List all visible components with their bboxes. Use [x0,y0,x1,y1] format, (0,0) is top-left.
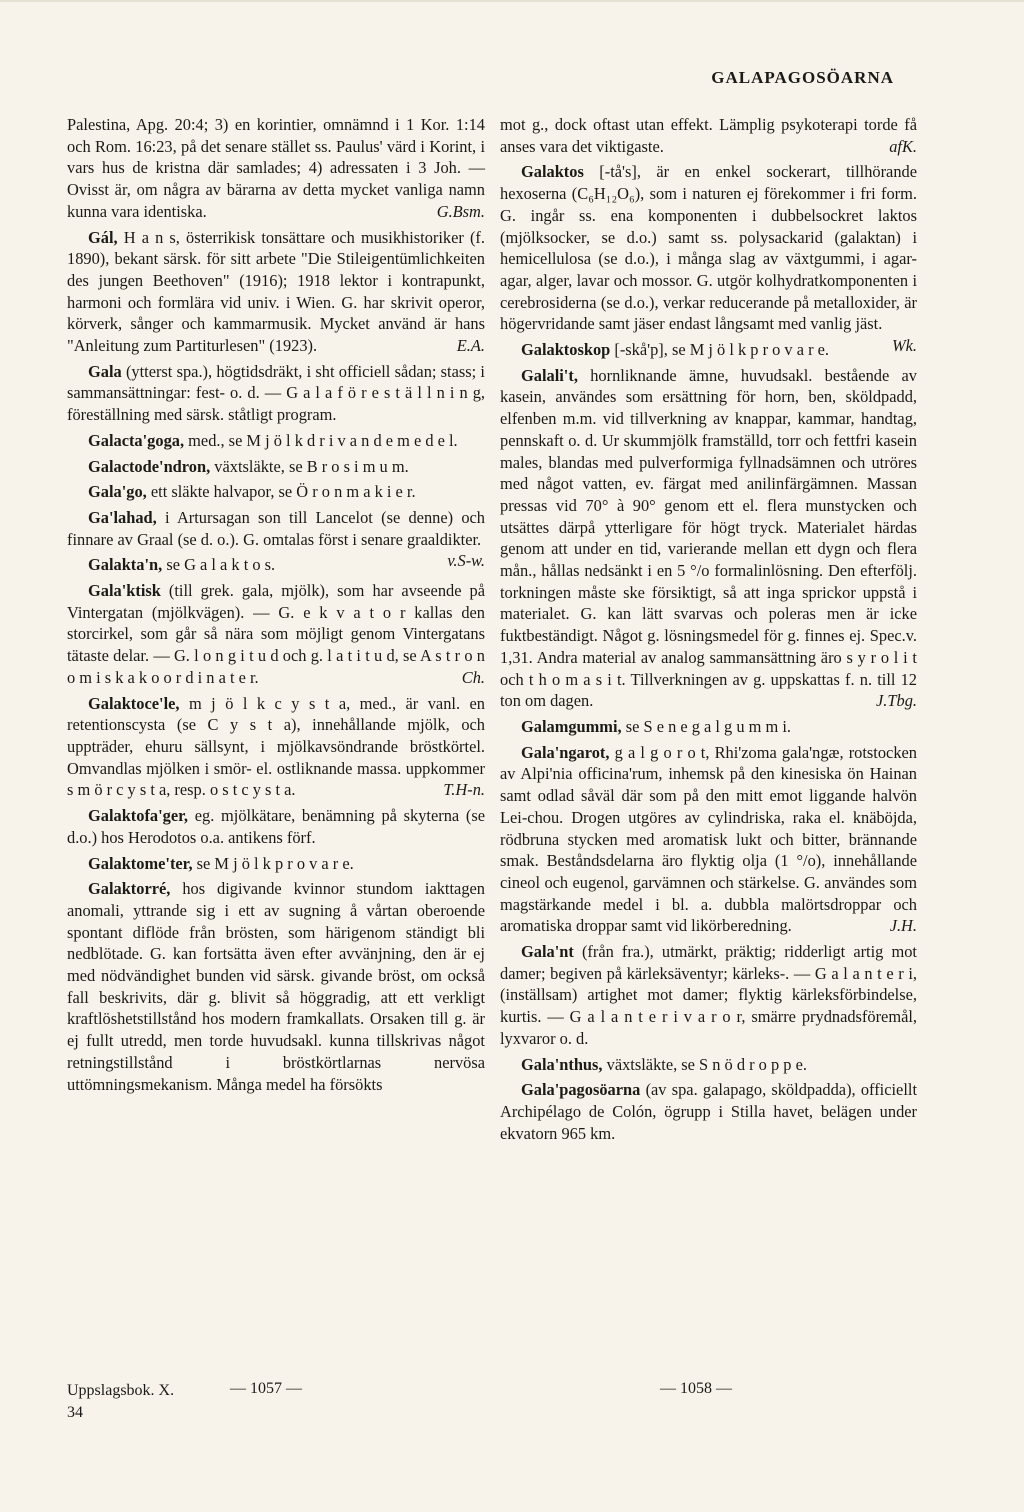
dictionary-entry [67,853,485,875]
dictionary-entry [67,805,485,848]
entry-headword: Gala'go, [88,482,147,502]
right-column [500,114,917,1144]
running-head: GALAPAGOSÖARNA [711,68,894,87]
entry-headword: Gala'nthus, [521,1054,603,1074]
entry-headword: Galaktos [521,162,584,182]
dictionary-entry [67,227,485,357]
dictionary-entry [67,361,485,426]
entry-headword: Galaktoce'le, [88,693,180,713]
footer-book-title: Uppslagsbok. X. [67,1382,175,1399]
author-signature: G.Bsm. [436,201,485,221]
dictionary-entry [500,742,917,937]
dictionary-entry [67,693,485,802]
entry-text: mot g., dock oftast utan effekt. Lämplig psykoterapi torde få anses vara det viktigaste. [500,115,917,156]
author-signature: J.H. [889,916,917,936]
entry-headword: Gala'ngarot, [521,742,610,762]
author-signature: v.S-w. [447,551,485,571]
entry-text: [-tå's], är en enkel sockerart, tillhörande hexoserna (C₆H₁₂O₆), som i naturen ej förekommer i fri form. G. ingår ss. ena komponenten i dubbelsockret laktos (mjölksocker, se d.o.) samt ss. polysackarid (galaktan) i hemicellulosa (se d.o.), i många slag av växtgummi, i agar-agar, alger, lavar och mossor. G. utgör kolhydratkomponenten i cerebrosiderna (se d.o.), verkar reducerande på metalloxider, är högervridande samt jäser endast långsamt med vanlig jäst. [500,162,917,334]
author-signature: T.H-n. [443,780,485,800]
entry-headword: Galacta'goga, [88,430,185,450]
dictionary-entry [67,430,485,452]
entry-text: växtsläkte, se S n ö d r o p p e. [606,1054,807,1074]
entry-text: hos digivande kvinnor stundom iakttagen anomali, yttrande sig i ett av sugning å vårtan oberoende spontant diflöde från brösten, som härigenom ständigt bli nedblötade. G. kan fortsätta även efter avvänjning, den är ej med nödvändighet bunden vid särsk. givande bröst, om också fall beskrivits, där g. blivit så höggradig, att ett verkligt kraftlöshetstillstånd hos modern framkallats. Orsaken till g. är ej fullt utredd, men torde huvudsakl. kunna tillskrivas något retningstillstånd i bröstkörtlarnas nervösa uttömningsmekanism. Många medel ha försökts [67,879,485,1094]
entry-text: (till grek. gala, mjölk), som har avseende på Vintergatan (mjölkvägen). — G. e k v a t o r kallas den storcirkel, som går så nära som möjligt genom Vintergatans tätaste delar. — G. l o n g i t u d och g. l a t i t u d, se A s t r o n o m i s k a k o o r d i n a t e r. [67,581,485,687]
entry-text: (av spa. galapago, sköldpadda), officiellt Archipélago de Colón, ögrupp i Stilla havet, belägen under ekvatorn 965 km. [500,1080,917,1143]
entry-headword: Ga'lahad, [88,507,157,527]
dictionary-entry [67,580,485,689]
entry-text: (från fra.), utmärkt, präktig; ridderligt artig mot damer; begiven på kärleksäventyr; kärleks-. — G a l a n t e r i, (inställsam) artighet mot damer; flyktig kärleksförbindelse, kurtis. — G a l a n t e r i v a r o r, smärre prydnadsföremål, lyxvaror o. d. [500,942,917,1048]
entry-headword: Gala'pagosöarna [521,1080,641,1100]
entry-text: se M j ö l k p r o v a r e. [196,853,354,873]
entry-headword: Galali't, [521,365,578,385]
dictionary-entry [500,114,917,157]
dictionary-entry [67,878,485,1095]
dictionary-entry [500,1079,917,1144]
entry-text: växtsläkte, se B r o s i m u m. [214,456,409,476]
dictionary-entry [67,481,485,503]
entry-headword: Galaktoskop [521,340,611,360]
author-signature: E.A. [456,336,485,356]
page-number-left: — 1057 — [230,1380,302,1397]
entry-headword: Galaktome'ter, [88,853,193,873]
entry-headword: Galactode'ndron, [88,456,211,476]
dictionary-entry [500,339,917,361]
author-signature: Ch. [461,667,485,687]
footer-sheet-number: 34 [67,1404,83,1421]
author-signature: J.Tbg. [876,691,917,711]
entry-text: Palestina, Apg. 20:4; 3) en korintier, omnämnd i 1 Kor. 1:14 och Rom. 16:23, på det senare stället ss. Paulus' värd i Korint, i vars hus de kristna där samlades; 4) adressaten i 3 Joh. — Ovisst är, om några av bärarna av detta mycket vanliga namn kunna vara identiska. [67,115,485,221]
dictionary-entry [67,554,485,576]
dictionary-entry [67,114,485,223]
left-column [67,114,485,1095]
footer-signature [67,1380,174,1424]
top-edge [0,0,1024,2]
entry-text: m j ö l k c y s t a, med., är vanl. en retentionscysta (se C y s t a), innehållande mjölk, och uppträder, ehuru sällsynt, i mjölkavsöndrande bröstkörtel. Omvandlas mjölken i smör- el. ostliknande massa. uppkommer s m ö r c y s t a, resp. o s t c y s t a. [67,693,485,800]
dictionary-entry [500,1054,917,1076]
dictionary-entry [500,716,917,738]
author-signature: afK. [889,136,917,156]
dictionary-entry [500,365,917,712]
entry-text: hornliknande ämne, huvudsakl. bestående av kasein, användes som ersättning för horn, ben, sköldpadd, elfenben m.m. vid tillverkning av knappar, kammar, handtag, pennskaft o. d. Ur skummjölk framställd, torr och fettfri kasein males, blandas med pulverformiga fyllnadsämnen och utröres med något vatten, ev. färgat med anilinfärgämnen. Massan pressas vid 70° à 90° genom ett el. flera munstycken och utsättes därpå ytterligare för högt tryck. Materialet härdas genom att under en tid, varierande mellan ett dygn och flera mån., hållas nedsänkt i en 5 °/o formalinlösning. Den efterfölj. torkningen måste ske försiktigt, så att inga sprickor uppstå i materialet. G. kan lätt svarvas och poleras men är icke fuktbeständigt. Något g. lösningsmedel för g. finnes ej. Spec.v. 1,31. Andra material av analog sammansättning äro s y r o l i t och t h o m a s i t. Tillverkningen av g. uppskattas f. n. till 12 ton om dagen. [500,365,917,711]
entry-headword: Gál, [88,227,118,247]
entry-headword: Gala'nt [521,942,574,962]
entry-headword: Gala'ktisk [88,581,161,601]
entry-headword: Galaktorré, [88,879,171,899]
entry-text: se S e n e g a l g u m m i. [625,716,791,736]
entry-headword: Galamgummi, [521,716,622,736]
entry-text: med., se M j ö l k d r i v a n d e m e d e l. [188,430,458,450]
entry-text: i Artursagan son till Lancelot (se denne) och finnare av Graal (se d. o.). G. omtalas först i senare graaldikter. [67,507,485,549]
entry-text: H a n s, österrikisk tonsättare och musikhistoriker (f. 1890), bekant särsk. för sitt arbete "Die Stileigentümlichkeiten des jungen Beethoven" (1916); 1918 lektor i kontrapunkt, harmoni och formlära vid univ. i Wien. G. har skrivit operor, körverk, sånger och kammarmusik. Mycket använd är hans "Anleitung zum Partiturlesen" (1923). [67,227,485,356]
entry-text: eg. mjölkätare, benämning på skyterna (se d.o.) hos Herodotos o.a. antikens förf. [67,806,485,847]
entry-text: ett släkte halvapor, se Ö r o n m a k i e r. [150,482,416,502]
entry-headword: Gala [88,361,122,381]
entry-text: [-skå'p], se M j ö l k p r o v a r e. [614,340,830,360]
entry-text: se G a l a k t o s. [166,555,276,575]
entry-headword: Galakta'n, [88,555,163,575]
page-number-right: — 1058 — [660,1380,732,1397]
author-signature: Wk. [891,336,917,356]
entry-headword: Galaktofa'ger, [88,806,189,826]
dictionary-entry [500,941,917,1050]
entry-text: g a l g o r o t, Rhi'zoma gala'ngæ, rotstocken av Alpi'nia officina'rum, inhemsk på den kinesiska ön Hainan samt odlad såväl där som på den mitt emot liggande halvön Lei-chou. Drogen utgöres av cylindriska, raka el. knäböjda, rödbruna stycken med aromatisk lukt och bitter, brännande smak. Beståndsdelarna äro flyktig olja (1 °/o), innehållande cineol och eugenol, garvämnen och stärkelse. G. användes som magstärkande medel i bl. a. dubbla malörtsdroppar och aromatiska droppar samt vid likörberedning. [500,742,917,936]
entry-text: (ytterst spa.), högtidsdräkt, i sht officiell sådan; stass; i sammansättningar: fest- o. d. — G a l a f ö r e s t ä l l n i n g, föreställning med särsk. ståtligt program. [67,361,485,425]
dictionary-entry [67,456,485,478]
